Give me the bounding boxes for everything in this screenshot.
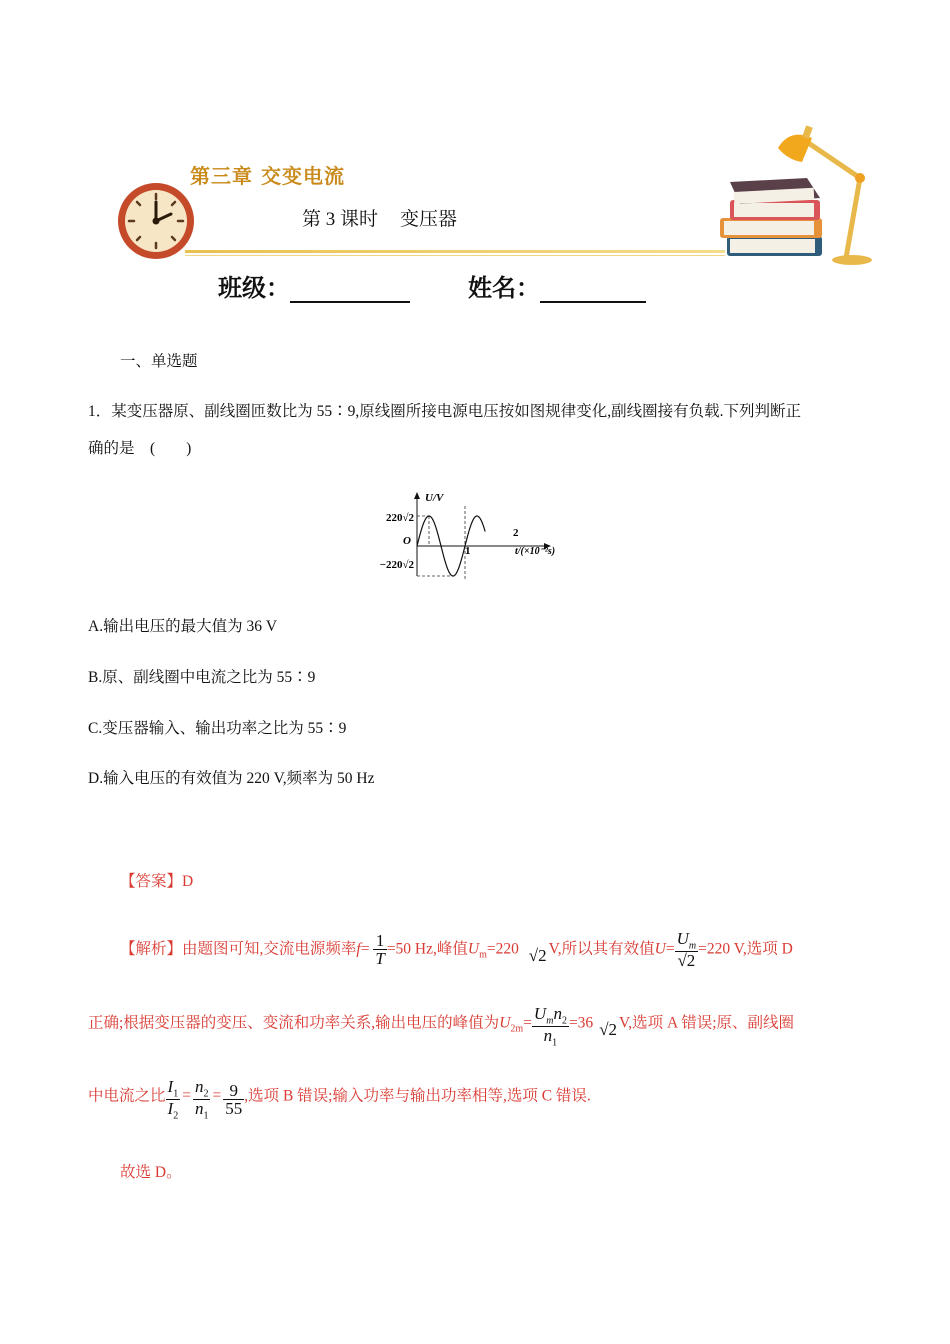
subscript: m [479,949,487,961]
fraction-1-over-t [373,932,386,967]
subscript: m [688,940,697,952]
x-tick-1: 1 [465,545,471,557]
answer-label: 【答案】 [120,873,183,890]
name-blank[interactable] [540,275,646,303]
conclusion: 故选 D。 [120,1164,182,1181]
turns-symbol: n [553,1004,562,1023]
turns-symbol: n [543,1026,553,1046]
analysis-text: =36 [568,1014,594,1032]
analysis-text: 中电流之比 [88,1087,166,1105]
voltage-symbol: U [499,1014,511,1032]
fraction-numerator [193,1078,211,1100]
voltage-time-graph [365,486,585,581]
sqrt-two: √2 [528,946,547,966]
answer-line [120,874,193,890]
x-tick-2: 2 [513,527,519,539]
section-title: 一、单选题 [120,353,198,370]
fraction-numerator: 1 [373,932,386,950]
voltage-symbol: U [654,940,666,958]
y-max-label: 220√2 [385,512,414,524]
analysis-line-2 [88,1005,794,1049]
analysis-text: 由题图可知,交流电源频率 [182,940,357,958]
fraction-numerator: 9 [223,1082,244,1100]
fraction-i1-over-i2 [166,1078,181,1122]
fraction-denominator [166,1100,181,1121]
subscript: 1 [203,1110,209,1122]
fraction-n2-over-n1 [193,1078,211,1122]
question-line-2: 确的是 ( ) [88,440,192,457]
subscript: 2 [561,1015,567,1027]
fraction-denominator [373,950,386,967]
y-axis-label: U/V [425,492,444,504]
analysis-text: ,选项 B 错误;输入功率与输出功率相等,选项 C 错误. [244,1087,591,1105]
option-a[interactable]: A.输出电压的最大值为 36 V [88,618,278,635]
equals-sign: = [665,940,675,958]
class-row [218,268,410,303]
sqrt-two: √2 [599,1020,618,1040]
subscript: 1 [173,1088,179,1100]
equals-sign: = [523,1014,532,1032]
lesson-number: 第 3 课时 [302,209,379,230]
subscript: 2 [203,1088,209,1100]
subscript: 1 [552,1037,558,1049]
fraction-denominator [532,1027,569,1048]
equals-sign: = [182,1087,191,1105]
class-blank[interactable] [290,275,410,303]
turns-symbol: n [194,1077,204,1096]
analysis-line-3 [88,1078,591,1122]
origin-label: O [403,535,411,547]
option-c[interactable]: C.变压器输入、输出功率之比为 55∶9 [88,720,347,737]
books-lamp-illustration [712,120,882,270]
option-b[interactable]: B.原、副线圈中电流之比为 55∶9 [88,669,316,686]
fraction-denominator [193,1100,211,1121]
equals-sign: = [212,1087,222,1105]
x-axis-label: t/(×10⁻²s) [515,546,556,557]
analysis-text: V,选项 A 错误;原、副线圈 [619,1014,794,1032]
lesson-heading [302,204,479,231]
chapter-title: 第三章 交变电流 [190,164,345,188]
analysis-text: V,所以其有效值 [548,940,655,958]
analysis-text: =50 Hz,峰值 [386,940,468,958]
fraction-um-over-sqrt2 [675,930,699,969]
fraction-numerator [166,1078,181,1100]
fraction-numerator [675,930,699,952]
lesson-title: 变压器 [400,209,458,230]
option-d[interactable]: D.输入电压的有效值为 220 V,频率为 50 Hz [88,770,375,787]
current-symbol: I [167,1077,174,1096]
y-axis-arrow [414,492,420,499]
voltage-symbol: U [533,1004,547,1023]
analysis-text: 正确;根据变压器的变压、变流和功率关系,输出电压的峰值为 [88,1014,500,1032]
frequency-symbol: f [356,940,361,958]
header-divider [185,250,725,253]
voltage-symbol: U [676,929,689,948]
class-label: 班级： [218,274,290,302]
fraction-9-over-55 [223,1082,244,1117]
fraction-numerator [532,1005,569,1027]
y-min-label: −220√2 [379,559,414,571]
analysis-text: =220 V,选项 D [698,940,793,958]
subscript: 2 [173,1110,179,1122]
period-symbol: T [375,949,385,969]
current-symbol: I [167,1099,174,1119]
analysis-line-1 [120,930,793,969]
name-row [468,268,646,303]
fraction-denominator: √2 [677,951,696,971]
question-line-1: 1．某变压器原、副线圈匝数比为 55∶9,原线圈所接电源电压按如图规律变化,副线圈接有负载.下列判断正 [88,403,802,420]
analysis-label: 【解析】 [120,940,183,958]
answer-value: D [182,873,194,890]
fraction-denominator: 55 [225,1099,243,1119]
equals-sign: = [360,940,370,958]
name-label: 姓名： [468,274,540,302]
turns-symbol: n [194,1099,204,1119]
fraction-um-n2-over-n1 [532,1005,569,1049]
header-divider-thin [185,255,725,256]
voltage-symbol: U [467,940,480,958]
analysis-text: =220 [486,940,519,958]
subscript: m [546,1015,554,1027]
subscript: 2m [510,1023,524,1035]
